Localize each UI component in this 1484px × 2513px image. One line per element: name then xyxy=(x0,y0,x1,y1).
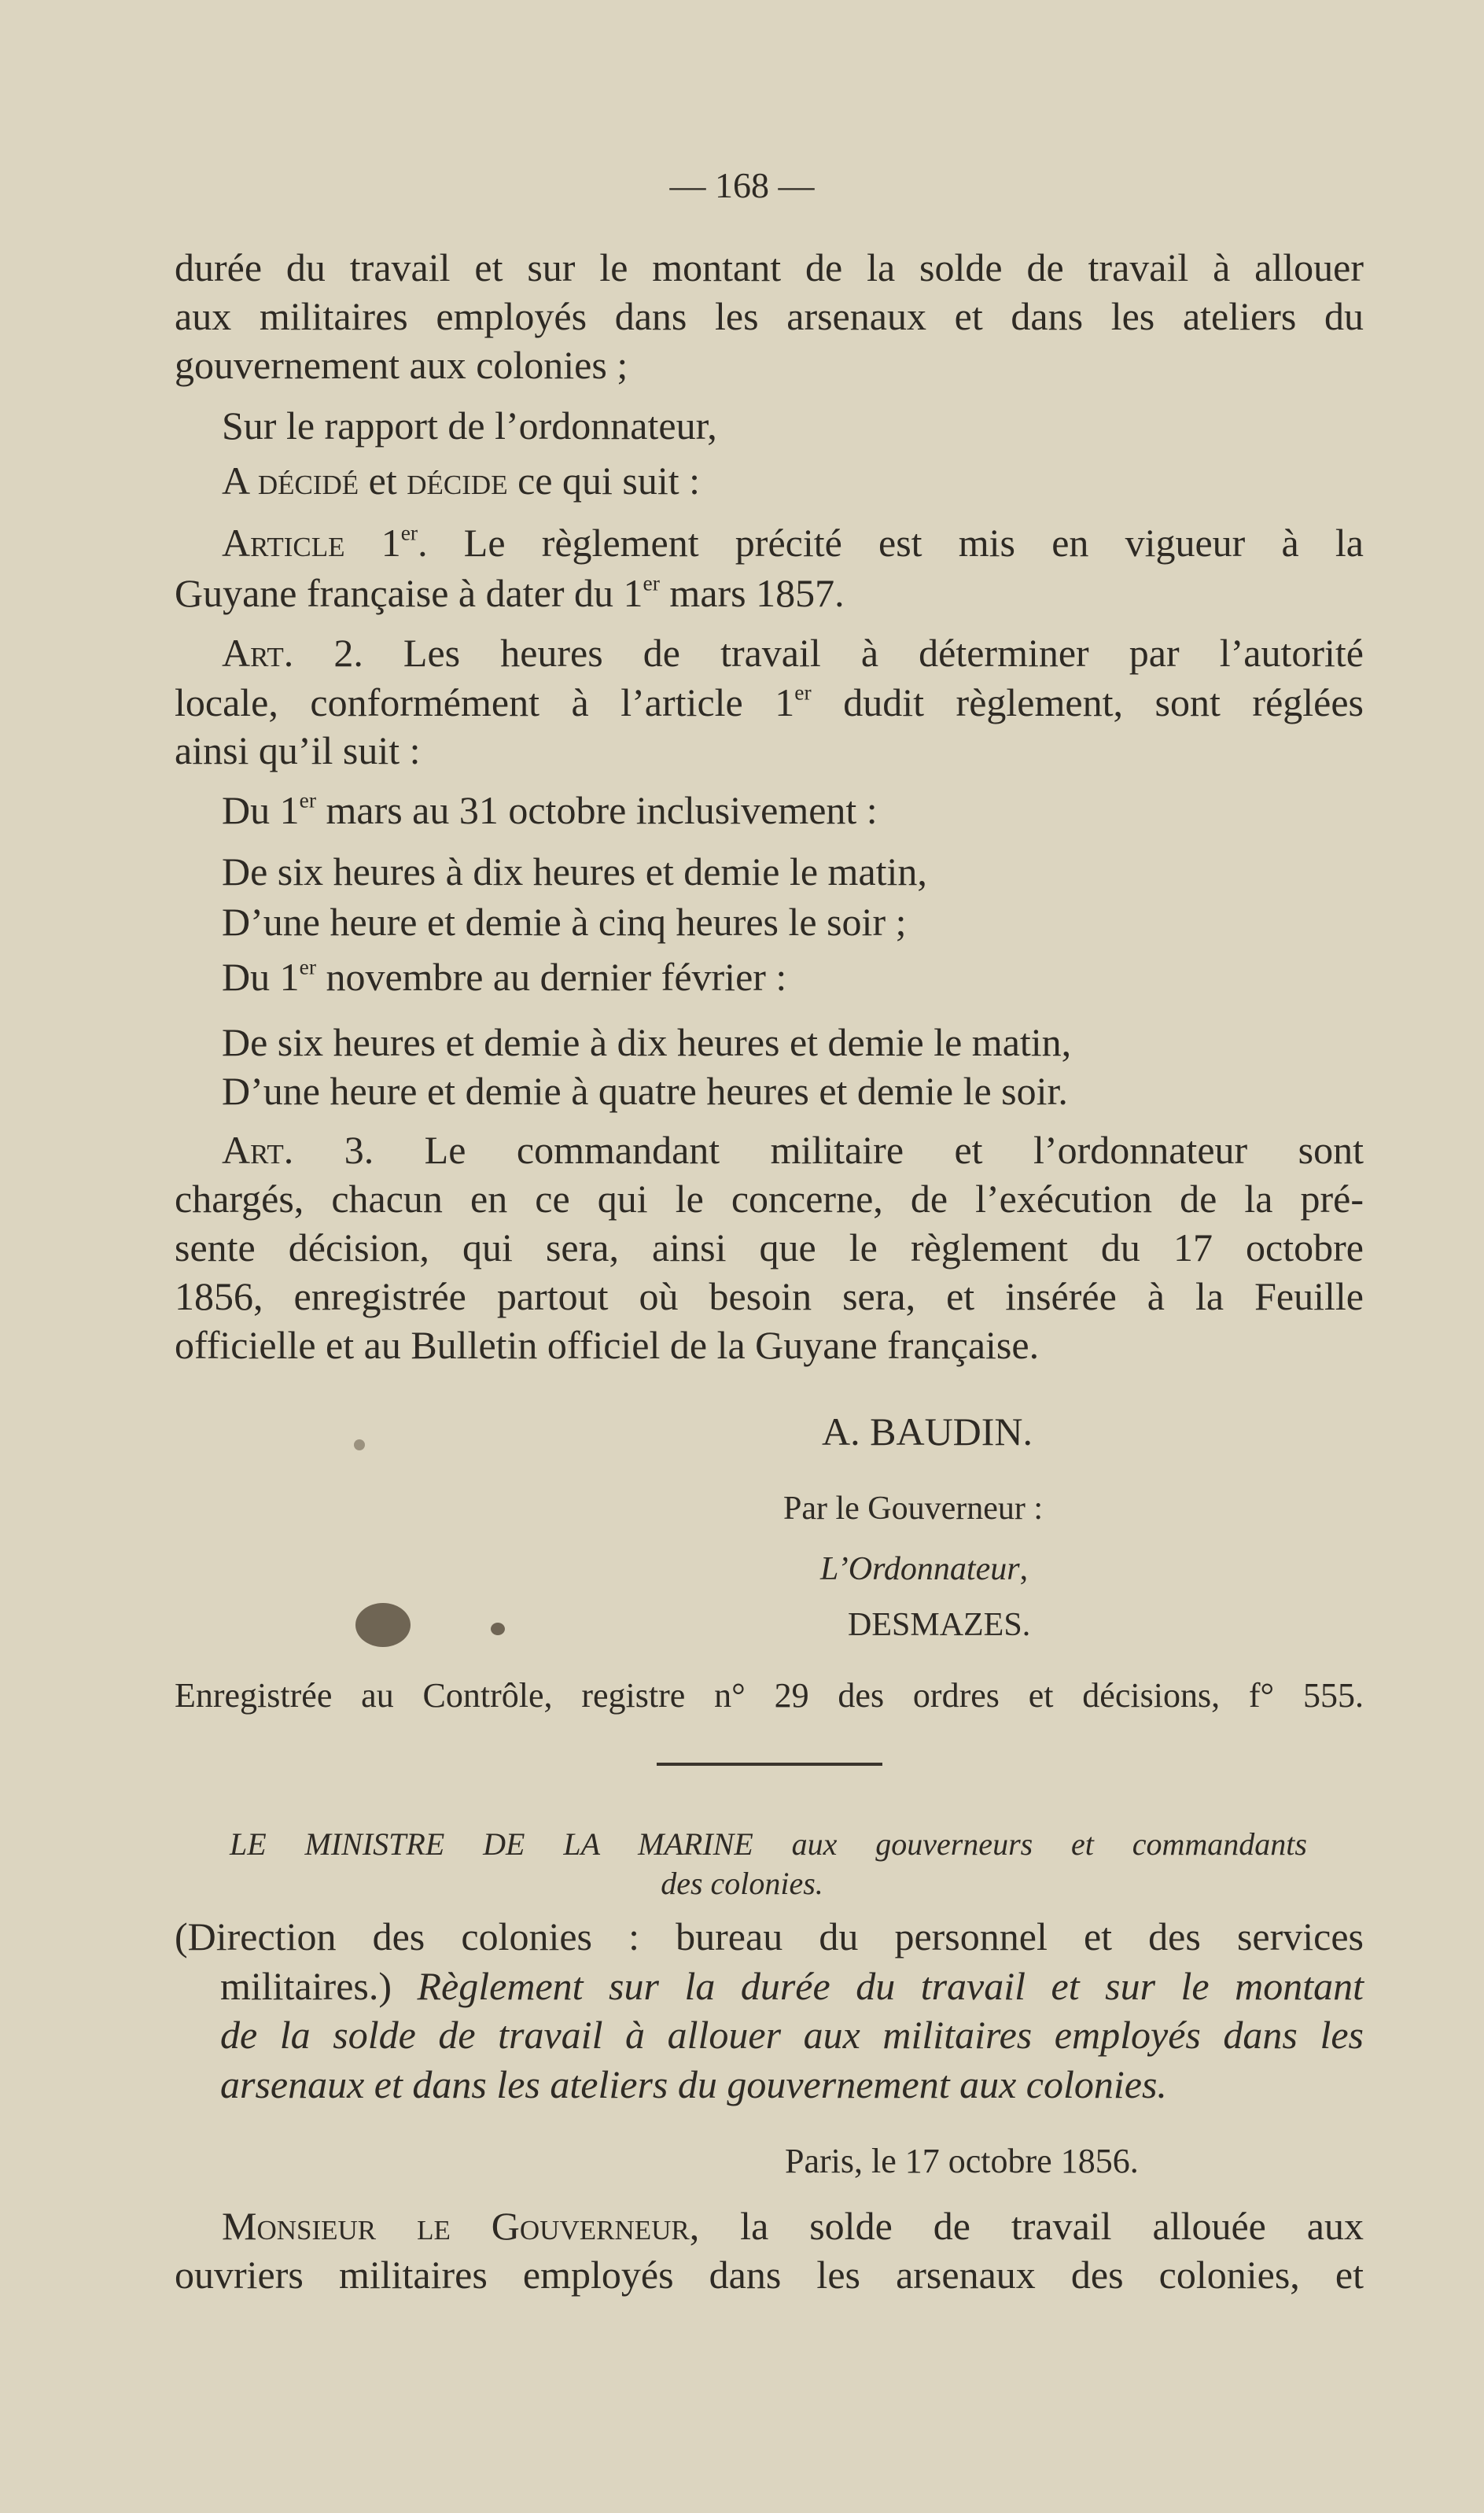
article-2-text-a: locale, conformément à l’article 1 xyxy=(175,680,795,724)
article-1-sup-2: er xyxy=(643,570,660,595)
salutation: Monsieur le Gouverneur xyxy=(222,2204,690,2248)
minister-heading-title: LE MINISTRE DE LA MARINE xyxy=(230,1826,753,1862)
final-line-1 xyxy=(222,2202,1364,2250)
page-number: — 168 — xyxy=(669,165,815,205)
article-1-text: . Le règlement précité est mis en vigueur à la xyxy=(418,521,1364,565)
direction-text-a: militaires.) xyxy=(220,1964,392,2008)
ink-spot xyxy=(491,1623,505,1635)
winter-text-a: Du 1 xyxy=(222,955,300,999)
winter-text-b: novembre au dernier février : xyxy=(326,955,787,999)
section-divider xyxy=(657,1763,882,1766)
ink-spot xyxy=(355,1603,411,1647)
article-3-line-3: sente décision, qui sera, ainsi que le règlement du 17 octobre xyxy=(175,1225,1364,1269)
decision-line xyxy=(222,457,700,504)
article-2-line-2 xyxy=(175,679,1364,726)
direction-line-2 xyxy=(220,1962,1364,2010)
decide-et: et xyxy=(368,459,397,503)
signatory-name: A. BAUDIN. xyxy=(822,1409,1033,1454)
article-3-line-5: officielle et au Bulletin officiel de la Guyane française. xyxy=(175,1323,1040,1367)
schedule-winter-heading xyxy=(222,953,786,1000)
direction-line-4: arsenaux et dans les ateliers du gouvernement aux colonies. xyxy=(220,2062,1167,2106)
signer-name: DESMAZES. xyxy=(848,1607,1031,1643)
article-2-sup: er xyxy=(794,680,812,705)
article-2-label: Art xyxy=(222,631,284,675)
rapport-line: Sur le rapport de l’ordonnateur, xyxy=(222,403,717,448)
schedule-summer-heading xyxy=(222,787,878,834)
article-1-sup: er xyxy=(400,520,418,545)
paragraph-line: gouvernement aux colonies ; xyxy=(175,343,628,387)
article-2-text: . 2. Les heures de travail à déterminer par l’autorité xyxy=(283,631,1364,675)
article-1-line xyxy=(222,519,1364,566)
paragraph-line: durée du travail et sur le montant de la solde de travail à allouer xyxy=(175,245,1364,289)
winter-sup: er xyxy=(299,954,316,979)
summer-sup: er xyxy=(299,787,316,812)
article-2-line-3: ainsi qu’il suit : xyxy=(175,728,421,772)
article-1-text-b: mars 1857. xyxy=(669,571,845,615)
article-3-line xyxy=(222,1126,1364,1174)
direction-text-b: Règlement sur la durée du travail et sur le montant xyxy=(417,1964,1364,2008)
signature-role xyxy=(820,1546,1028,1593)
minister-heading-line-2: des colonies. xyxy=(661,1866,823,1901)
registration-line: Enregistrée au Contrôle, registre n° 29 des ordres et décisions, f° 555. xyxy=(175,1676,1364,1715)
minister-heading-rest: aux gouverneurs et commandants xyxy=(791,1826,1307,1862)
article-2-line xyxy=(222,629,1364,676)
decide-rest: ce qui suit : xyxy=(517,459,700,503)
signature-role-title: L’Ordonnateur xyxy=(820,1551,1020,1587)
signature-role-comma: , xyxy=(1019,1551,1029,1587)
schedule-winter-afternoon: D’une heure et demie à quatre heures et demie le soir. xyxy=(222,1069,1068,1113)
final-line-2: ouvriers militaires employés dans les arsenaux des colonies, et xyxy=(175,2253,1364,2297)
dateline: Paris, le 17 octobre 1856. xyxy=(785,2142,1139,2180)
final-line-1-rest: , la solde de travail allouée aux xyxy=(689,2204,1364,2248)
summer-text-a: Du 1 xyxy=(222,788,300,832)
direction-line-3: de la solde de travail à allouer aux militaires employés dans les xyxy=(220,2013,1364,2057)
article-1-text-a: Guyane française à dater du 1 xyxy=(175,571,643,615)
schedule-summer-afternoon: D’une heure et demie à cinq heures le soir ; xyxy=(222,900,907,944)
schedule-winter-morning: De six heures et demie à dix heures et demie le matin, xyxy=(222,1020,1072,1064)
article-1-number: 1 xyxy=(381,521,401,565)
decide-word-1: décidé xyxy=(257,459,359,503)
article-2-text-b: dudit règlement, sont réglées xyxy=(843,680,1364,724)
article-1-label: Article xyxy=(222,521,345,565)
article-3-text: . 3. Le commandant militaire et l’ordonnateur sont xyxy=(283,1128,1364,1172)
signature-par: Par le Gouverneur : xyxy=(783,1490,1044,1527)
article-3-label: Art xyxy=(222,1128,284,1172)
article-1-line-2 xyxy=(175,569,845,617)
paragraph-line: aux militaires employés dans les arsenaux et dans les ateliers du xyxy=(175,294,1364,338)
article-3-line-2: chargés, chacun en ce qui le concerne, de l’exécution de la pré- xyxy=(175,1177,1364,1221)
direction-line-1: (Direction des colonies : bureau du personnel et des services xyxy=(175,1914,1364,1958)
decide-a: A xyxy=(222,459,249,503)
ink-spot xyxy=(354,1439,365,1450)
summer-text-b: mars au 31 octobre inclusivement : xyxy=(326,788,878,832)
decide-word-2: décide xyxy=(407,459,508,503)
article-3-line-4: 1856, enregistrée partout où besoin sera, et insérée à la Feuille xyxy=(175,1274,1364,1318)
schedule-summer-morning: De six heures à dix heures et demie le matin, xyxy=(222,849,927,894)
